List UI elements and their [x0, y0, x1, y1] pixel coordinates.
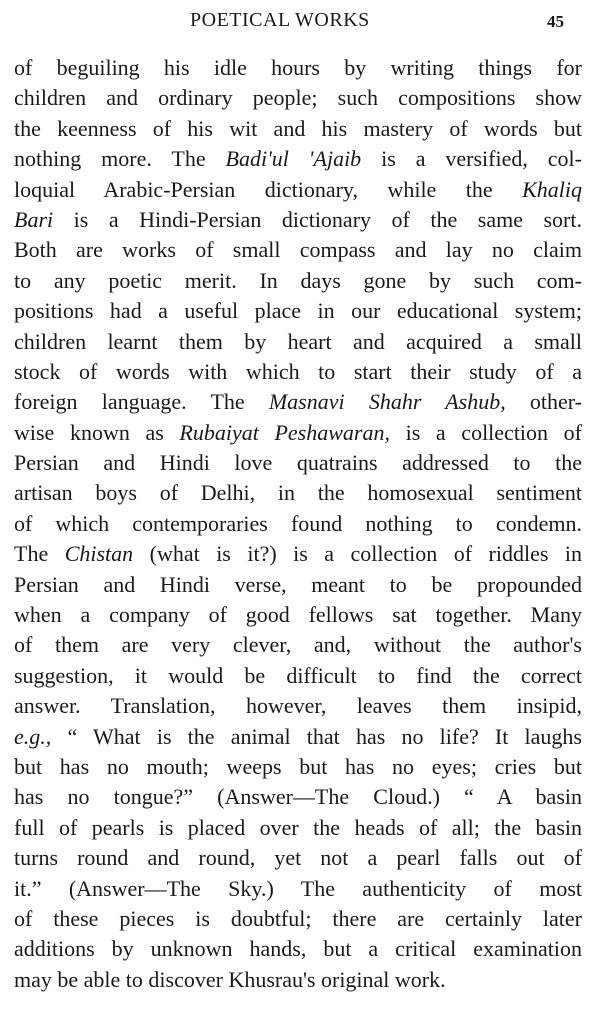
- text-line: artisan boys of Delhi, in the homosexual sentiment: [14, 480, 582, 506]
- page-number: 45: [547, 12, 564, 31]
- text-line: e.g., “ What is the animal that has no life? It laughs: [14, 723, 582, 749]
- italic-title: Khaliq: [522, 176, 582, 202]
- italic-title: Chistan: [64, 541, 134, 567]
- text-line: wise known as Rubaiyat Peshawaran, is a collection of: [14, 419, 582, 445]
- text-line: the keenness of his wit and his mastery of words but: [14, 115, 582, 141]
- text-line: children and ordinary people; such compositions show: [14, 85, 582, 111]
- italic-title: Rubaiyat Peshawaran,: [179, 419, 390, 445]
- running-head: [0, 6, 600, 34]
- text-line: but has no mouth; weeps but has no eyes; cries but: [14, 753, 582, 779]
- italic-title: Bari: [14, 206, 54, 232]
- text-line: Persian and Hindi love quatrains addressed to the: [14, 450, 582, 476]
- text-line: it.” (Answer—The Sky.) The authenticity of most: [14, 875, 582, 901]
- text-line: additions by unknown hands, but a critical examination: [14, 936, 582, 962]
- text-line: to any poetic merit. In days gone by such com-: [14, 267, 582, 293]
- text-line: full of pearls is placed over the heads of all; the basin: [14, 814, 582, 840]
- text-line: suggestion, it would be difficult to find the correct: [14, 662, 582, 688]
- text-line: of beguiling his idle hours by writing things for: [14, 55, 582, 80]
- text-line: loquial Arabic-Persian dictionary, while the Khaliq: [14, 176, 582, 202]
- italic-title: Masnavi Shahr Ashub,: [268, 389, 506, 415]
- italic-title: Badi'ul 'Ajaib: [225, 146, 362, 172]
- text-line: has no tongue?” (Answer—The Cloud.) “ A basin: [14, 784, 582, 810]
- text-line: turns round and round, yet not a pearl falls out of: [14, 845, 582, 871]
- italic-title: e.g.,: [14, 723, 52, 749]
- text-line: Bari is a Hindi-Persian dictionary of the same sort.: [14, 206, 582, 232]
- text-line: of these pieces is doubtful; there are certainly later: [14, 905, 582, 931]
- text-line: The Chistan (what is it?) is a collection of riddles in: [14, 541, 583, 567]
- text-line: answer. Translation, however, leaves them insipid,: [14, 693, 582, 719]
- text-line: Both are works of small compass and lay no claim: [14, 237, 582, 263]
- text-line: stock of words with which to start their study of a: [14, 358, 582, 384]
- text-line: when a company of good fellows sat together. Many: [14, 602, 582, 628]
- text-line: nothing more. The Badi'ul 'Ajaib is a versified, col-: [14, 146, 582, 172]
- text-line: Persian and Hindi verse, meant to be propounded: [14, 571, 582, 597]
- text-line: positions had a useful place in our educational system;: [14, 298, 582, 324]
- text-line: children learnt them by heart and acquired a small: [14, 328, 582, 354]
- text-line: may be able to discover Khusrau's original work.: [14, 966, 446, 992]
- text-line: of which contemporaries found nothing to condemn.: [14, 510, 582, 536]
- body-paragraph: [14, 53, 582, 995]
- text-line: of them are very clever, and, without the author's: [14, 632, 582, 658]
- running-title: POETICAL WORKS: [190, 9, 370, 31]
- text-line: foreign language. The Masnavi Shahr Ashub, other-: [14, 389, 582, 415]
